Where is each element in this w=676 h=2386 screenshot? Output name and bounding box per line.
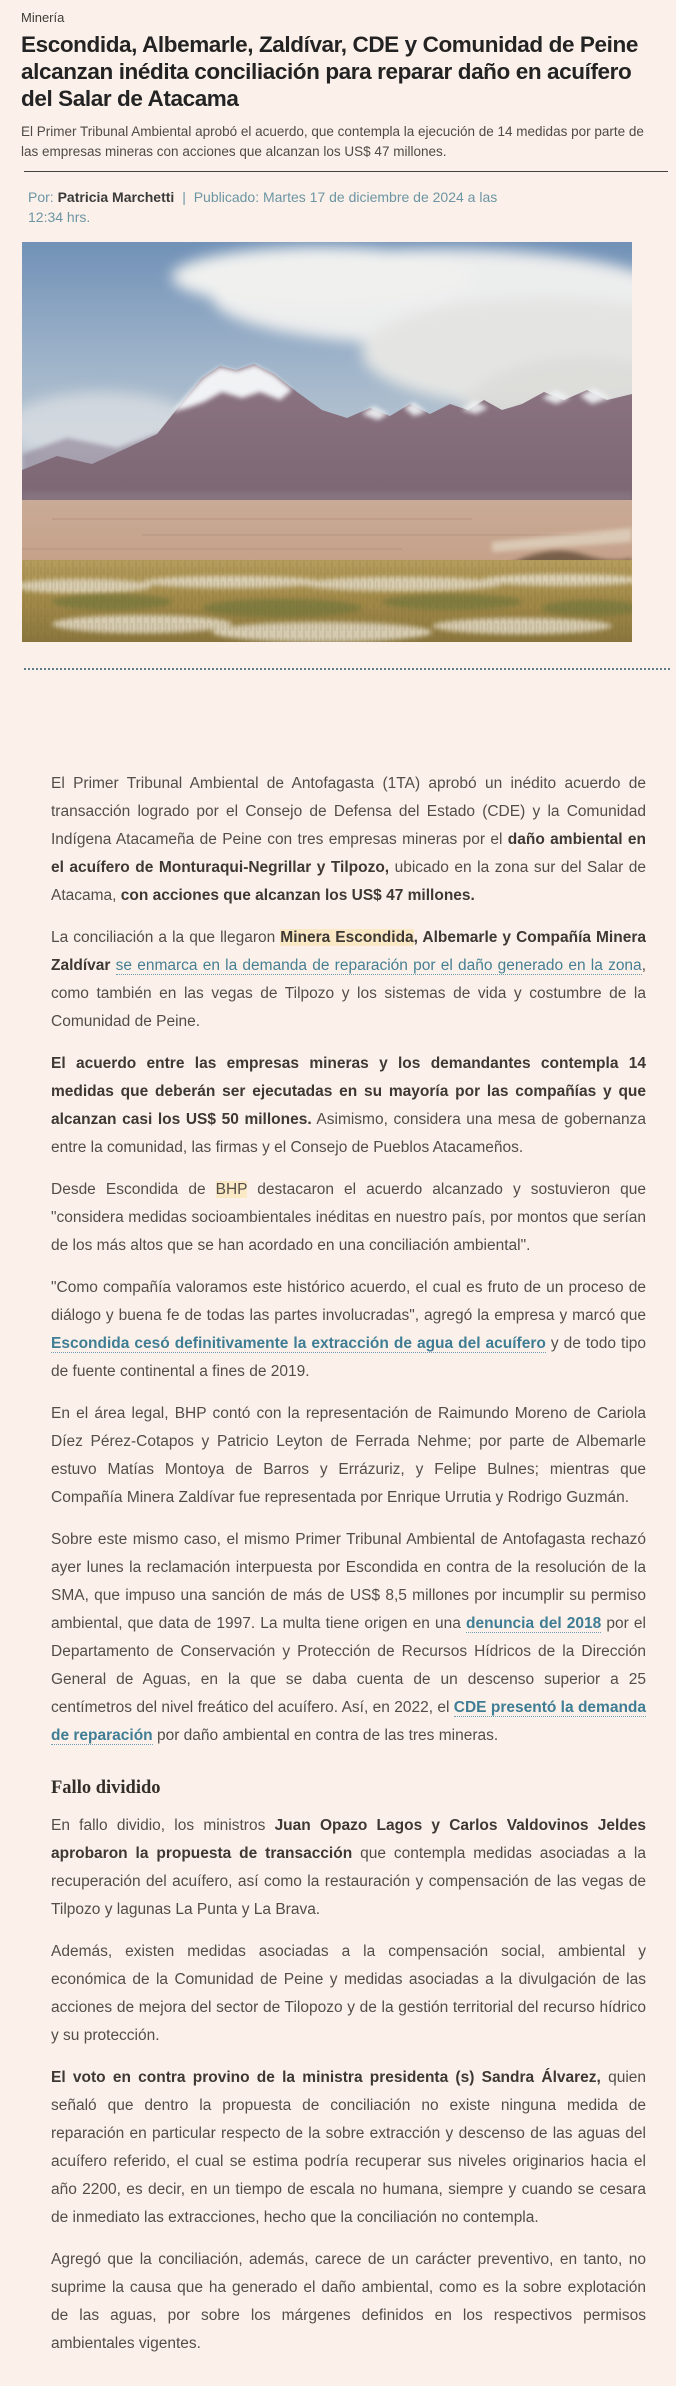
- text-run: por el Departamento de Conservación y Protección de Recursos Hídricos de la Dirección General de Aguas, en la que se daba cuenta de un descenso superior a 25 centímetros del nivel freático del acuífero. Así, en 2022, el: [51, 1615, 646, 1716]
- headline: Escondida, Albemarle, Zaldívar, CDE y Comunidad de Peine alcanzan inédita conciliación para reparar daño en acuífero del Salar de Atacama: [21, 32, 638, 111]
- author-name[interactable]: Patricia Marchetti: [57, 189, 175, 205]
- text-run: daño ambiental en el acuífero de Monturaqui-Negrillar y Tilpozo,: [51, 831, 646, 876]
- article-body: [0, 770, 676, 2386]
- text-run: destacaron el acuerdo alcanzado y sostuvieron que "considera medidas socioambientales inéditas en nuestro país, por montos que serían de los más altos que se han acordado en una conciliación ambiental".: [51, 1181, 647, 1254]
- paragraph: [51, 1400, 646, 1512]
- hero-image: [22, 242, 632, 642]
- inline-link[interactable]: CDE presentó la demanda de reparación: [51, 1699, 647, 1744]
- text-run: Asimismo, considera una mesa de gobernanza entre la comunidad, las firmas y el Consejo de Pueblos Atacameños.: [51, 1111, 646, 1156]
- text-run: El voto en contra provino de la ministra presidenta (s) Sandra Álvarez,: [51, 2069, 601, 2086]
- byline: [0, 187, 498, 227]
- text-run: y de todo tipo de fuente continental a fines de 2019.: [51, 1335, 646, 1380]
- text-run: con acciones que alcanzan los US$ 47 millones.: [120, 887, 475, 904]
- inline-link[interactable]: se enmarca en la demanda de reparación por el daño generado en la zona: [115, 957, 642, 974]
- header-divider: [24, 171, 668, 172]
- text-run: La conciliación a la que llegaron: [51, 929, 281, 946]
- text-run: quien señaló que dentro la propuesta de conciliación no existe ninguna medida de reparación en particular respecto de la sobre extracción y descenso de las aguas del acuífero referido, el cual se estima podría recuperar sus niveles originarios hacia el año 2200, es decir, en un tiempo de escala no humana, siempre y cuando se cesara de inmediato las extracciones, hecho que la conciliación no contempla.: [51, 2069, 646, 2226]
- text-run: que contempla medidas asociadas a la recuperación del acuífero, así como la restauración y compensación de las vegas de Tilpozo y lagunas La Punta y La Brava.: [51, 1845, 647, 1918]
- text-run: El Primer Tribunal Ambiental de Antofagasta (1TA) aprobó un inédito acuerdo de transacción logrado por el Consejo de Defensa del Estado (CDE) y la Comunidad Indígena Atacameña de Peine con tres empresas mineras por el: [51, 775, 646, 848]
- text-run: Agregó que la conciliación, además, carece de un carácter preventivo, en tanto, no suprime la causa que ha generado el daño ambiental, como es la sobre explotación de las aguas, por sobre los márgenes definidos en los respectivos permisos ambientales vigentes.: [51, 2251, 646, 2352]
- text-run: BHP: [215, 1181, 248, 1198]
- paragraph: [51, 2064, 646, 2232]
- text-run: En fallo dividio, los ministros: [51, 1817, 275, 1834]
- text-run: Desde Escondida de: [51, 1181, 216, 1198]
- hero-image-graphic: [22, 242, 632, 642]
- lede: El Primer Tribunal Ambiental aprobó el acuerdo, que contempla la ejecución de 14 medidas por parte de las empresas mineras con acciones que alcanzan los US$ 47 millones.: [21, 124, 644, 159]
- article-header: [0, 0, 676, 227]
- byline-separator: |: [182, 189, 186, 205]
- text-run: Minera Escondida: [280, 929, 414, 946]
- text-run: , Albemarle y Compañía Minera Zaldívar: [51, 929, 646, 974]
- paragraph: [51, 1050, 646, 1162]
- text-run: Juan Opazo Lagos y Carlos Valdovinos Jeldes aprobaron la propuesta de transacción: [51, 1817, 647, 1862]
- byline-prefix: Por:: [28, 189, 54, 205]
- content-divider: [24, 668, 670, 670]
- paragraph: [51, 1812, 646, 1924]
- category-label[interactable]: Minería: [21, 10, 65, 25]
- text-run: El acuerdo entre las empresas mineras y los demandantes contempla 14 medidas que deberán ser ejecutadas en su mayoría por las compañías y que alcanzan casi los US$ 50 millones.: [51, 1055, 646, 1128]
- text-run: ubicado en la zona sur del Salar de Atacama,: [51, 859, 646, 904]
- text-run: Además, existen medidas asociadas a la compensación social, ambiental y económica de la Comunidad de Peine y medidas asociadas a la divulgación de las acciones de mejora del sector de Tilopozo y de la gestión territorial del recurso hídrico y su protección.: [51, 1943, 646, 2044]
- paragraph: [51, 2246, 646, 2358]
- inline-link[interactable]: denuncia del 2018: [466, 1615, 602, 1632]
- text-run: Sobre este mismo caso, el mismo Primer Tribunal Ambiental de Antofagasta rechazó ayer lunes la reclamación interpuesta por Escondida en contra de la resolución de la SMA, que impuso una sanción de más de US$ 8,5 millones por incumplir su permiso ambiental, que data de 1997. La multa tiene origen en una: [51, 1531, 646, 1632]
- paragraph: [51, 1938, 646, 2050]
- paragraph: [51, 1176, 646, 1260]
- publish-date: Publicado: Martes 17 de diciembre de 2024 a las 12:34 hrs.: [28, 189, 498, 225]
- subheading: Fallo dividido: [51, 1778, 161, 1798]
- inline-link[interactable]: Escondida cesó definitivamente la extracción de agua del acuífero: [51, 1335, 546, 1352]
- text-run: En el área legal, BHP contó con la representación de Raimundo Moreno de Cariola Díez Pérez-Cotapos y Patricio Leyton de Ferrada Nehme; por parte de Albemarle estuvo Matías Montoya de Barros y Errázuriz, y Felipe Bulnes; mientras que Compañía Minera Zaldívar fue representada por Enrique Urrutia y Rodrigo Guzmán.: [51, 1405, 646, 1506]
- text-run: "Como compañía valoramos este histórico acuerdo, el cual es fruto de un proceso de diálogo y buena fe de todas las partes involucradas", agregó la empresa y marcó que: [51, 1279, 646, 1324]
- text-run: , como también en las vegas de Tilpozo y los sistemas de vida y costumbre de la Comunidad de Peine.: [51, 957, 646, 1030]
- paragraph: [51, 1526, 646, 1750]
- text-run: por daño ambiental en contra de las tres mineras.: [152, 1727, 499, 1744]
- paragraph: [51, 770, 646, 910]
- paragraph: [51, 1274, 646, 1386]
- grass-texture: [22, 560, 632, 642]
- paragraph: [51, 924, 646, 1036]
